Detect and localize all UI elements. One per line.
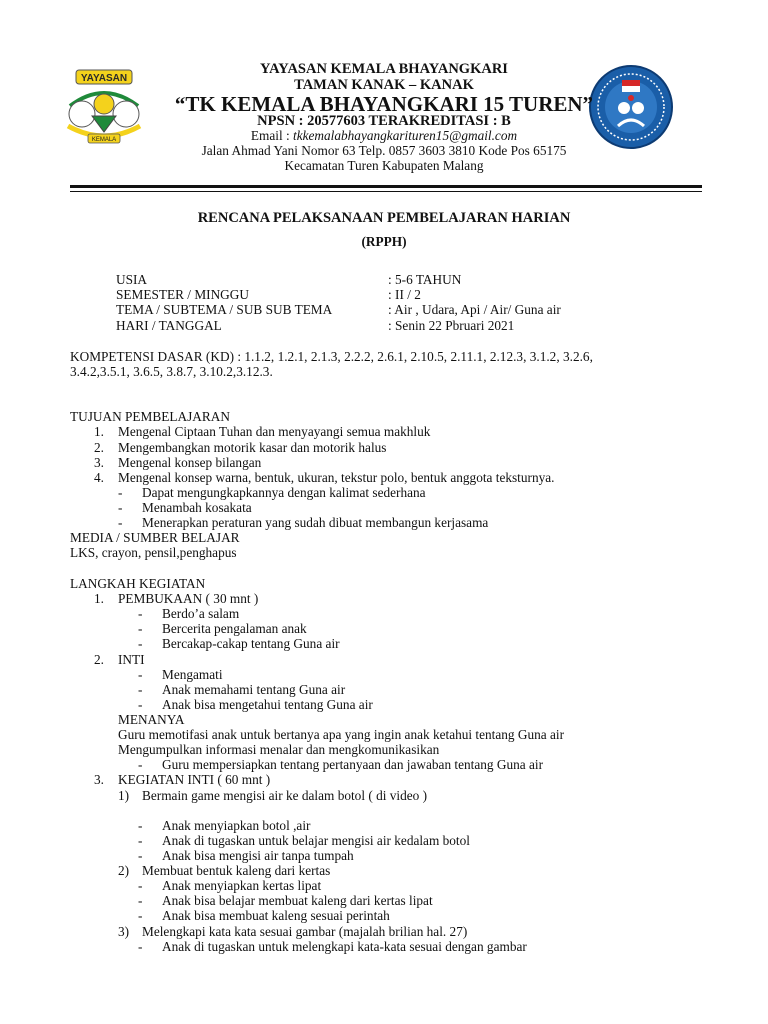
pembukaan-item: - Berdo’a salam bbox=[138, 606, 240, 621]
info-label-age: USIA bbox=[116, 272, 148, 287]
header-rule-thin bbox=[70, 191, 702, 192]
email-line bbox=[0, 128, 768, 143]
activity-item: - Anak bisa membuat kaleng sesuai perintah bbox=[138, 908, 390, 923]
tujuan-item: 4. Mengenal konsep warna, bentuk, ukuran, tekstur polo, bentuk anggota teksturnya. bbox=[94, 470, 555, 485]
info-label-theme: TEMA / SUBTEMA / SUB SUB TEMA bbox=[116, 302, 333, 317]
activity-title: 3) Melengkapi kata kata sesuai gambar (majalah brilian hal. 27) bbox=[118, 924, 468, 939]
pembukaan-label: 1. PEMBUKAAN ( 30 mnt ) bbox=[94, 591, 259, 606]
inti-item: - Anak memahami tentang Guna air bbox=[138, 682, 346, 697]
info-value-date: : Senin 22 Pbruari 2021 bbox=[388, 318, 515, 333]
activity-title: 2) Membuat bentuk kaleng dari kertas bbox=[118, 863, 331, 878]
activity-item: - Anak menyiapkan kertas lipat bbox=[138, 878, 322, 893]
langkah-heading: LANGKAH KEGIATAN bbox=[70, 576, 206, 591]
media-heading: MEDIA / SUMBER BELAJAR bbox=[70, 530, 240, 545]
menanya-line-2: Mengumpulkan informasi menalar dan mengkomunikasikan bbox=[118, 742, 440, 757]
kd-line-2: 3.4.2,3.5.1, 3.6.5, 3.8.7, 3.10.2,3.12.3. bbox=[70, 364, 273, 379]
school-district: Kecamatan Turen Kabupaten Malang bbox=[284, 158, 484, 173]
tujuan-item: 2. Mengembangkan motorik kasar dan motorik halus bbox=[94, 440, 387, 455]
foundation-name: YAYASAN KEMALA BHAYANGKARI bbox=[260, 61, 508, 77]
logo-banner-text: YAYASAN bbox=[80, 73, 128, 84]
kd-line-1: KOMPETENSI DASAR (KD) : 1.1.2, 1.2.1, 2.1.3, 2.2.2, 2.6.1, 2.10.5, 2.11.1, 2.12.3, 3.1.2, 3.2.6, bbox=[70, 349, 593, 364]
school-name: “TK KEMALA BHAYANGKARI 15 TUREN” bbox=[174, 92, 594, 116]
tujuan-subitem: - Dapat mengungkapkannya dengan kalimat sederhana bbox=[118, 485, 426, 500]
tujuan-subitem: - Menerapkan peraturan yang sudah dibuat membangun kerjasama bbox=[118, 515, 489, 530]
activity-item: - Anak bisa mengisi air tanpa tumpah bbox=[138, 848, 354, 863]
email-label: Email : bbox=[250, 128, 294, 143]
activity-item: - Anak di tugaskan untuk belajar mengisi air kedalam botol bbox=[138, 833, 470, 848]
media-text: LKS, crayon, pensil,penghapus bbox=[70, 545, 237, 560]
menanya-line-1: Guru memotifasi anak untuk bertanya apa yang ingin anak ketahui tentang Guna air bbox=[118, 727, 565, 742]
npsn-accreditation: NPSN : 20577603 TERAKREDITASI : B bbox=[257, 113, 511, 129]
activity-item: - Anak di tugaskan untuk melengkapi kata-kata sesuai dengan gambar bbox=[138, 939, 527, 954]
pembukaan-item: - Bercerita pengalaman anak bbox=[138, 621, 307, 636]
kegiatan-inti-label: 3. KEGIATAN INTI ( 60 mnt ) bbox=[94, 772, 271, 787]
document-title: RENCANA PELAKSANAAN PEMBELAJARAN HARIAN bbox=[197, 210, 571, 226]
info-value-age: : 5-6 TAHUN bbox=[388, 272, 462, 287]
inti-label: 2. INTI bbox=[94, 652, 145, 667]
school-level: TAMAN KANAK – KANAK bbox=[294, 77, 474, 93]
menanya-label: MENANYA bbox=[118, 712, 185, 727]
inti-item: - Mengamati bbox=[138, 667, 223, 682]
document-subtitle: (RPPH) bbox=[361, 234, 407, 249]
activity-item: - Anak menyiapkan botol ,air bbox=[138, 818, 311, 833]
tujuan-heading: TUJUAN PEMBELAJARAN bbox=[70, 409, 230, 424]
header-rule-thick bbox=[70, 185, 702, 188]
school-address: Jalan Ahmad Yani Nomor 63 Telp. 0857 3603 3810 Kode Pos 65175 bbox=[201, 143, 567, 158]
info-value-semester: : II / 2 bbox=[388, 287, 421, 302]
info-value-theme: : Air , Udara, Api / Air/ Guna air bbox=[388, 302, 561, 317]
logo-ribbon-text: KEMALA bbox=[91, 137, 117, 143]
tujuan-subitem: - Menambah kosakata bbox=[118, 500, 252, 515]
pembukaan-item: - Bercakap-cakap tentang Guna air bbox=[138, 636, 340, 651]
tujuan-item: 3. Mengenal konsep bilangan bbox=[94, 455, 262, 470]
email-address: tkkemalabhayangkarituren15@gmail.com bbox=[293, 128, 518, 143]
activity-title: 1) Bermain game mengisi air ke dalam botol ( di video ) bbox=[118, 788, 428, 803]
info-label-semester: SEMESTER / MINGGU bbox=[116, 287, 249, 302]
activity-item: - Anak bisa belajar membuat kaleng dari kertas lipat bbox=[138, 893, 433, 908]
info-label-date: HARI / TANGGAL bbox=[116, 318, 222, 333]
inti-item: - Anak bisa mengetahui tentang Guna air bbox=[138, 697, 373, 712]
tujuan-item: 1. Mengenal Ciptaan Tuhan dan menyayangi semua makhluk bbox=[94, 424, 431, 439]
guru-item: - Guru mempersiapkan tentang pertanyaan dan jawaban tentang Guna air bbox=[138, 757, 544, 772]
